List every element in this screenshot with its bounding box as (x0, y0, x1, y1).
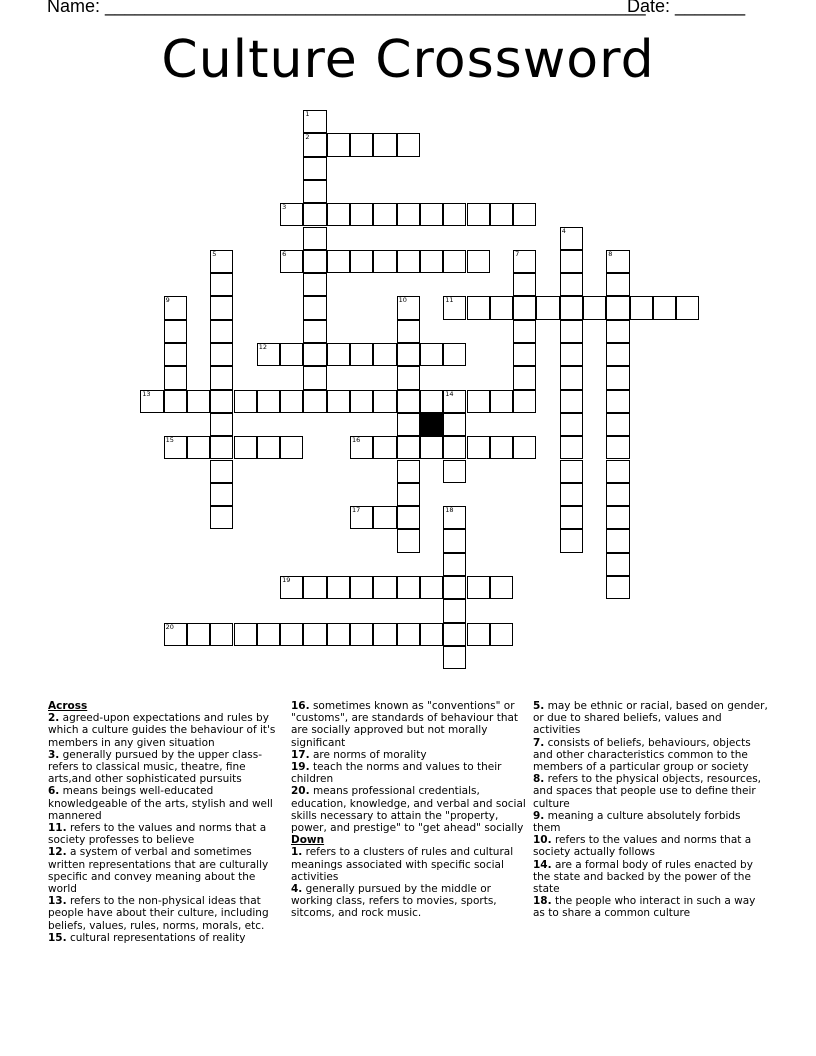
clues-column-1 (48, 700, 286, 944)
down-clue (533, 737, 769, 774)
grid-cell[interactable] (350, 133, 373, 156)
grid-cell[interactable] (606, 343, 629, 366)
grid-cell[interactable] (397, 390, 420, 413)
grid-cell[interactable] (606, 460, 629, 483)
grid-cell[interactable] (303, 180, 326, 203)
grid-cell[interactable] (303, 623, 326, 646)
grid-cell[interactable] (490, 576, 513, 599)
grid-cell[interactable] (630, 296, 653, 319)
grid-cell[interactable] (560, 250, 583, 273)
grid-cell[interactable] (443, 599, 466, 622)
grid-cell[interactable] (327, 250, 350, 273)
grid-cell[interactable] (606, 390, 629, 413)
down-clue (533, 834, 769, 858)
clue-number: 1. (291, 846, 303, 859)
clue-number: 1 (305, 110, 310, 118)
across-clue (48, 846, 286, 895)
grid-cell[interactable] (606, 296, 629, 319)
grid-cell[interactable] (397, 133, 420, 156)
grid-cell[interactable] (327, 133, 350, 156)
clue-number: 19. (291, 761, 310, 774)
grid-cell[interactable] (210, 296, 233, 319)
grid-cell[interactable] (350, 506, 373, 529)
grid-cell[interactable] (560, 436, 583, 459)
grid-cell[interactable] (164, 320, 187, 343)
down-clue (533, 895, 769, 919)
grid-cell[interactable] (373, 343, 396, 366)
clue-text: are norms of morality (312, 748, 427, 761)
clue-number: 17 (352, 506, 361, 515)
grid-cell[interactable] (210, 506, 233, 529)
grid-cell[interactable] (257, 343, 280, 366)
across-clue (48, 932, 286, 944)
grid-cell[interactable] (397, 460, 420, 483)
grid-cell[interactable] (513, 366, 536, 389)
down-clue (533, 859, 769, 896)
grid-cell[interactable] (350, 576, 373, 599)
grid-cell[interactable] (303, 390, 326, 413)
grid-cell[interactable] (350, 390, 373, 413)
grid-cell[interactable] (280, 623, 303, 646)
grid-cell[interactable] (560, 343, 583, 366)
grid-cell[interactable] (210, 390, 233, 413)
clue-number: 17. (291, 748, 310, 761)
grid-cell[interactable] (443, 623, 466, 646)
grid-cell[interactable] (397, 623, 420, 646)
clue-number: 12. (48, 846, 67, 859)
grid-cell[interactable] (257, 390, 280, 413)
grid-cell[interactable] (187, 623, 210, 646)
down-heading: Down (291, 834, 325, 847)
grid-cell[interactable] (373, 250, 396, 273)
grid-cell[interactable] (303, 320, 326, 343)
grid-cell[interactable] (606, 483, 629, 506)
grid-cell[interactable] (350, 203, 373, 226)
down-clue (533, 810, 769, 834)
grid-cell[interactable] (513, 436, 536, 459)
grid-cell[interactable] (443, 529, 466, 552)
grid-cell[interactable] (187, 390, 210, 413)
clue-text: refers to the physical objects, resources, and spaces that people use to define their culture (533, 773, 762, 810)
grid-cell[interactable] (560, 483, 583, 506)
clue-number: 15 (165, 436, 174, 445)
clue-number: 10. (533, 834, 552, 847)
clue-number: 4 (561, 226, 566, 235)
grid-cell[interactable] (210, 413, 233, 436)
grid-cell[interactable] (234, 390, 257, 413)
grid-cell[interactable] (210, 436, 233, 459)
clue-number: 20 (165, 622, 174, 631)
grid-cell[interactable] (234, 436, 257, 459)
grid-cell[interactable] (164, 343, 187, 366)
across-clue (291, 761, 527, 785)
name-field[interactable]: Name: ______________________________________________________ (47, 0, 646, 16)
clue-number: 2. (48, 712, 60, 725)
grid-cell[interactable] (490, 390, 513, 413)
grid-cell[interactable] (397, 413, 420, 436)
clue-number: 11 (445, 296, 454, 305)
down-clue (291, 883, 527, 920)
clue-text: meaning a culture absolutely forbids them (533, 809, 741, 835)
clue-number: 4. (291, 883, 303, 896)
grid-cell[interactable] (443, 436, 466, 459)
grid-cell[interactable] (420, 576, 443, 599)
grid-cell[interactable] (303, 250, 326, 273)
grid-cell[interactable] (513, 320, 536, 343)
grid-cell[interactable] (303, 576, 326, 599)
grid-cell[interactable] (140, 390, 163, 413)
clue-text: refers to the values and norms that a society professes to believe (48, 822, 267, 847)
clues-column-3 (533, 700, 769, 920)
grid-cell[interactable] (606, 436, 629, 459)
across-clue (48, 712, 286, 749)
grid-cell[interactable] (397, 203, 420, 226)
grid-cell[interactable] (513, 250, 536, 273)
grid-cell[interactable] (443, 250, 466, 273)
grid-cell[interactable] (467, 436, 490, 459)
grid-cell[interactable] (397, 343, 420, 366)
grid-cell[interactable] (467, 390, 490, 413)
clue-text: may be ethnic or racial, based on gender, or due to shared beliefs, values and activities (533, 700, 768, 737)
across-clue (291, 785, 527, 834)
page-title: Culture Crossword (161, 30, 655, 90)
clue-text: agreed-upon expectations and rules by which a culture guides the behaviour of it's members in any given situation (48, 712, 276, 749)
grid-cell[interactable] (210, 623, 233, 646)
grid-cell[interactable] (560, 529, 583, 552)
grid-cell[interactable] (373, 203, 396, 226)
grid-cell[interactable] (187, 436, 210, 459)
grid-cell[interactable] (350, 250, 373, 273)
clue-number: 13. (48, 895, 67, 908)
grid-cell[interactable] (397, 296, 420, 319)
grid-cell[interactable] (443, 460, 466, 483)
grid-cell[interactable] (560, 227, 583, 250)
clue-text: cultural representations of reality (69, 931, 246, 944)
grid-cell[interactable] (350, 436, 373, 459)
grid-cell[interactable] (327, 576, 350, 599)
grid-cell[interactable] (536, 296, 559, 319)
grid-cell[interactable] (210, 343, 233, 366)
clue-number: 5. (533, 700, 545, 712)
clue-number: 5 (212, 249, 217, 258)
clue-text: consists of beliefs, behaviours, objects and other characteristics common to the members of a particular group or society (533, 736, 751, 774)
grid-cell[interactable] (280, 343, 303, 366)
grid-cell[interactable] (420, 436, 443, 459)
grid-cell[interactable] (420, 203, 443, 226)
clue-number: 8 (608, 249, 613, 258)
grid-cell[interactable] (280, 250, 303, 273)
grid-cell[interactable] (210, 250, 233, 273)
grid-cell[interactable] (397, 483, 420, 506)
grid-cell[interactable] (560, 320, 583, 343)
across-clue (48, 749, 286, 786)
grid-cell[interactable] (210, 320, 233, 343)
grid-cell[interactable] (164, 623, 187, 646)
grid-cell[interactable] (303, 203, 326, 226)
date-field[interactable]: Date: _______ (627, 0, 746, 16)
grid-cell[interactable] (257, 436, 280, 459)
grid-cell[interactable] (583, 296, 606, 319)
across-clue (48, 822, 286, 846)
grid-cell[interactable] (420, 623, 443, 646)
grid-cell[interactable] (397, 320, 420, 343)
grid-cell[interactable] (373, 506, 396, 529)
across-clue (48, 785, 286, 822)
grid-cell[interactable] (164, 366, 187, 389)
grid-cell[interactable] (606, 366, 629, 389)
clue-number: 20. (291, 785, 310, 798)
grid-cell[interactable] (373, 576, 396, 599)
down-clue (291, 846, 527, 883)
grid-cell[interactable] (443, 553, 466, 576)
grid-cell[interactable] (210, 273, 233, 296)
clue-number: 6 (282, 249, 287, 258)
grid-cell[interactable] (257, 623, 280, 646)
grid-cell[interactable] (490, 623, 513, 646)
grid-cell[interactable] (560, 506, 583, 529)
clue-number: 6. (48, 785, 60, 798)
grid-cell[interactable] (210, 460, 233, 483)
grid-cell[interactable] (234, 623, 257, 646)
clue-text: a system of verbal and sometimes written representations that are culturally specific and convey meaning about the world (48, 846, 269, 896)
down-clue (533, 700, 769, 737)
grid-cell[interactable] (373, 390, 396, 413)
grid-cell[interactable] (280, 390, 303, 413)
clue-number: 11. (48, 822, 67, 835)
grid-cell[interactable] (164, 296, 187, 319)
clue-text: sometimes known as "conventions" or "customs", are standards of behaviour that are socially approved but not morally significant (291, 700, 519, 749)
grid-cell[interactable] (490, 296, 513, 319)
grid-cell[interactable] (560, 460, 583, 483)
grid-cell[interactable] (327, 203, 350, 226)
grid-cell[interactable] (303, 227, 326, 250)
grid-cell[interactable] (303, 133, 326, 156)
grid-cell[interactable] (606, 529, 629, 552)
grid-cell[interactable] (513, 296, 536, 319)
clue-text: refers to the non-physical ideas that people have about their culture, including beliefs, values, rules, norms, morals, etc. (48, 895, 269, 932)
across-clue (291, 700, 527, 749)
grid-cell[interactable] (350, 623, 373, 646)
grid-cell[interactable] (443, 203, 466, 226)
grid-cell[interactable] (397, 506, 420, 529)
grid-cell[interactable] (397, 436, 420, 459)
grid-cell[interactable] (467, 203, 490, 226)
clue-number: 3. (48, 748, 60, 761)
clue-number: 2 (305, 133, 310, 142)
grid-cell[interactable] (606, 250, 629, 273)
grid-cell[interactable] (443, 576, 466, 599)
grid-cell[interactable] (280, 576, 303, 599)
grid-cell[interactable] (513, 273, 536, 296)
grid-cell[interactable] (560, 296, 583, 319)
grid-cell[interactable] (397, 366, 420, 389)
grid-cell[interactable] (397, 576, 420, 599)
grid-cell[interactable] (513, 203, 536, 226)
clue-number: 7. (533, 736, 545, 749)
clue-number: 19 (282, 576, 291, 584)
grid-cell[interactable] (513, 390, 536, 413)
grid-cell[interactable] (606, 506, 629, 529)
grid-cell[interactable] (420, 390, 443, 413)
clue-number: 13 (142, 389, 151, 398)
clue-number: 18 (445, 506, 454, 515)
clue-text: are a formal body of rules enacted by the state and backed by the power of the state (533, 858, 753, 896)
grid-cell[interactable] (303, 366, 326, 389)
grid-cell[interactable] (560, 273, 583, 296)
grid-cell[interactable] (443, 506, 466, 529)
clue-text: refers to a clusters of rules and cultural meanings associated with specific social activities (291, 846, 514, 883)
grid-cell[interactable] (467, 623, 490, 646)
grid-cell[interactable] (327, 623, 350, 646)
black-square (420, 413, 443, 436)
grid-cell[interactable] (443, 343, 466, 366)
grid-cell[interactable] (676, 296, 699, 319)
grid-cell[interactable] (606, 273, 629, 296)
clue-number: 16 (352, 436, 361, 445)
clue-number: 14. (533, 858, 552, 871)
grid-cell[interactable] (467, 296, 490, 319)
clue-number: 18. (533, 895, 552, 908)
grid-cell[interactable] (210, 483, 233, 506)
grid-cell[interactable] (606, 320, 629, 343)
clue-text: generally pursued by the upper class-refers to classical music, theatre, fine arts,and other sophisticated pursuits (48, 748, 262, 786)
grid-cell[interactable] (420, 250, 443, 273)
across-heading: Across (48, 700, 88, 712)
clue-text: generally pursued by the middle or working class, refers to movies, sports, sitcoms, and rock music. (291, 883, 497, 920)
grid-cell[interactable] (490, 203, 513, 226)
clue-number: 14 (445, 389, 454, 398)
clue-text: teach the norms and values to their children (291, 761, 502, 786)
clue-number: 8. (533, 773, 545, 786)
grid-cell[interactable] (164, 390, 187, 413)
grid-cell[interactable] (467, 576, 490, 599)
clue-text: the people who interact in such a way as to share a common culture (533, 895, 756, 920)
grid-cell[interactable] (420, 343, 443, 366)
grid-cell[interactable] (373, 133, 396, 156)
grid-cell[interactable] (606, 576, 629, 599)
grid-cell[interactable] (280, 436, 303, 459)
grid-cell[interactable] (303, 110, 326, 133)
grid-cell[interactable] (397, 250, 420, 273)
grid-cell[interactable] (350, 343, 373, 366)
clue-number: 12 (258, 343, 268, 351)
clue-number: 9. (533, 809, 545, 822)
clue-number: 3 (282, 203, 287, 212)
across-clue (291, 749, 527, 761)
grid-cell[interactable] (443, 646, 466, 669)
grid-cell[interactable] (303, 296, 326, 319)
clue-text: means beings well-educated knowledgeable of the arts, stylish and well mannered (48, 785, 273, 822)
grid-cell[interactable] (397, 529, 420, 552)
grid-cell[interactable] (327, 390, 350, 413)
down-clue (533, 773, 769, 810)
grid-cell[interactable] (653, 296, 676, 319)
grid-cell[interactable] (467, 250, 490, 273)
grid-cell[interactable] (513, 343, 536, 366)
clue-number: 7 (515, 249, 520, 258)
grid-cell[interactable] (373, 623, 396, 646)
grid-cell[interactable] (606, 413, 629, 436)
grid-cell[interactable] (606, 553, 629, 576)
grid-cell[interactable] (560, 390, 583, 413)
grid-cell[interactable] (373, 436, 396, 459)
grid-cell[interactable] (327, 343, 350, 366)
grid-cell[interactable] (443, 390, 466, 413)
clue-number: 15. (48, 931, 67, 944)
grid-cell[interactable] (164, 436, 187, 459)
grid-cell[interactable] (560, 366, 583, 389)
across-clue (48, 895, 286, 932)
grid-cell[interactable] (280, 203, 303, 226)
clue-text: refers to the values and norms that a society actually follows (533, 834, 752, 859)
grid-cell[interactable] (560, 413, 583, 436)
clues-column-2 (291, 700, 527, 920)
grid-cell[interactable] (303, 157, 326, 180)
grid-cell[interactable] (210, 366, 233, 389)
clue-text: means professional credentials, education, knowledge, and verbal and social skills necessary to attain the "property, power, and prestige" to "get ahead" socially (291, 785, 526, 835)
grid-cell[interactable] (303, 343, 326, 366)
clue-number: 10 (398, 296, 407, 305)
clue-number: 9 (165, 296, 170, 305)
grid-cell[interactable] (443, 296, 466, 319)
grid-cell[interactable] (490, 436, 513, 459)
clue-number: 16. (291, 700, 310, 712)
grid-cell[interactable] (443, 413, 466, 436)
grid-cell[interactable] (303, 273, 326, 296)
